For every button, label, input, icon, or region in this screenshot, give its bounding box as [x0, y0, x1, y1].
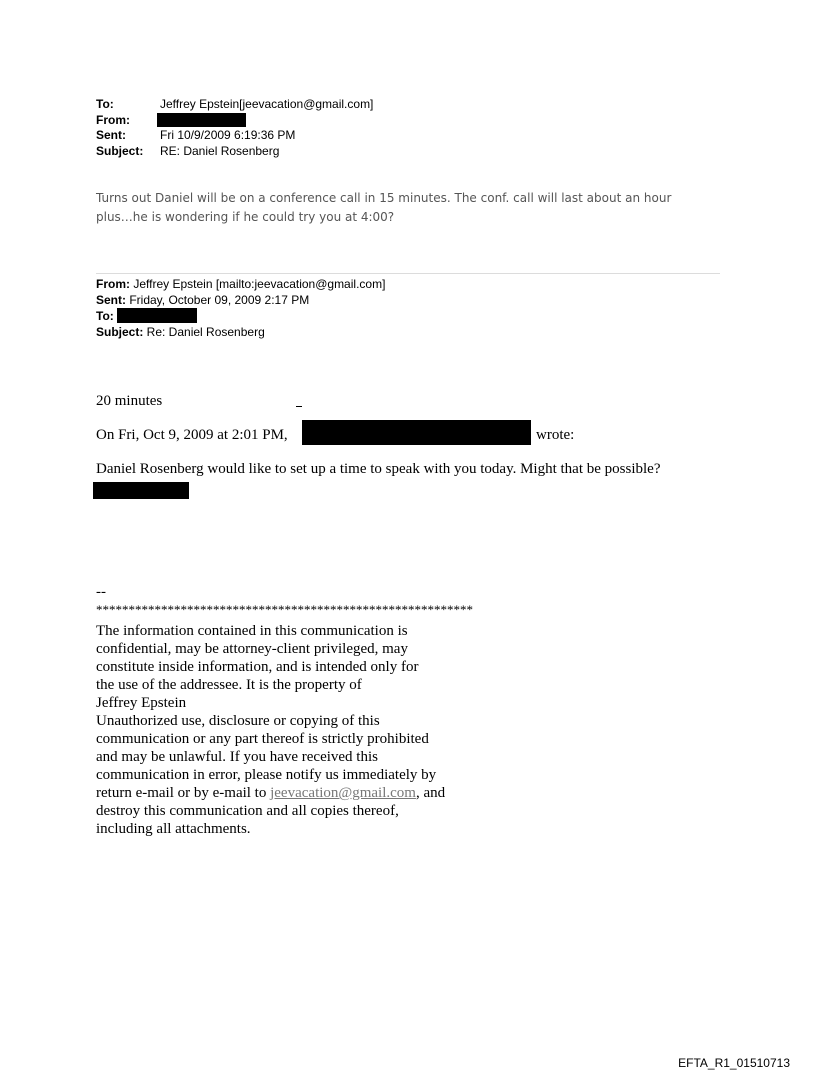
disclaimer-text: , and — [415, 785, 446, 801]
quoted-sent-line — [96, 293, 309, 307]
quoted-to-line — [96, 309, 114, 323]
disclaimer-line: communication or any part thereof is strictly prohibited — [96, 731, 429, 747]
disclaimer-line: The information contained in this communication is — [96, 623, 408, 639]
reply-text: 20 minutes — [96, 393, 163, 409]
message-line-1: Turns out Daniel will be on a conference call in 15 minutes. The conf. call will last about an hour — [96, 191, 672, 205]
quoted-subject-line — [96, 325, 265, 339]
email-link[interactable]: jeevacation@gmail.com — [270, 785, 416, 801]
quote-intro: On Fri, Oct 9, 2009 at 2:01 PM, — [96, 427, 288, 443]
separator-rule — [96, 273, 720, 274]
signature-stars: ********************************************************** — [96, 602, 473, 617]
disclaimer-line: including all attachments. — [96, 821, 251, 837]
disclaimer-line: and may be unlawful. If you have received this — [96, 749, 378, 765]
quoted-from-value: Jeffrey Epstein [mailto:jeevacation@gmail.com] — [130, 277, 386, 291]
subject-value: RE: Daniel Rosenberg — [160, 144, 280, 158]
to-label: To: — [96, 97, 114, 111]
quoted-from-label: From: — [96, 277, 130, 291]
quote-body: Daniel Rosenberg would like to set up a time to speak with you today. Might that be possible? — [96, 461, 661, 477]
disclaimer-line: confidential, may be attorney-client privileged, may — [96, 641, 408, 657]
disclaimer-text: return e-mail or by e-mail to — [96, 785, 271, 801]
quote-sender-redaction — [302, 420, 531, 445]
quote-wrote: wrote: — [536, 427, 575, 443]
disclaimer-line-with-link — [96, 784, 516, 802]
quoted-from-line — [96, 277, 385, 291]
disclaimer-line: destroy this communication and all copies thereof, — [96, 803, 399, 819]
message-body — [96, 189, 696, 227]
disclaimer-line: communication in error, please notify us immediately by — [96, 767, 437, 783]
disclaimer-line: the use of the addressee. It is the property of — [96, 677, 362, 693]
disclaimer — [96, 622, 516, 838]
quoted-sent-value: Friday, October 09, 2009 2:17 PM — [126, 293, 310, 307]
quoted-to-label: To: — [96, 309, 114, 323]
sent-value: Fri 10/9/2009 6:19:36 PM — [160, 128, 296, 142]
quote-signature-redaction — [93, 482, 189, 499]
quoted-subject-value: Re: Daniel Rosenberg — [143, 325, 265, 339]
quoted-subject-label: Subject: — [96, 325, 144, 339]
to-value: Jeffrey Epstein[jeevacation@gmail.com] — [160, 97, 374, 111]
signature-dashes: -- — [96, 584, 106, 600]
quoted-to-redaction — [117, 308, 197, 323]
document-id: EFTA_R1_01510713 — [678, 1056, 790, 1070]
underscore-mark — [296, 406, 302, 407]
disclaimer-line: Unauthorized use, disclosure or copying of this — [96, 713, 380, 729]
quoted-sent-label: Sent: — [96, 293, 126, 307]
subject-label: Subject: — [96, 144, 144, 158]
sent-label: Sent: — [96, 128, 126, 142]
message-line-2: plus…he is wondering if he could try you at 4:00? — [96, 210, 395, 224]
from-redaction — [157, 113, 246, 127]
disclaimer-line: Jeffrey Epstein — [96, 695, 187, 711]
from-label: From: — [96, 113, 130, 127]
disclaimer-line: constitute inside information, and is intended only for — [96, 659, 419, 675]
